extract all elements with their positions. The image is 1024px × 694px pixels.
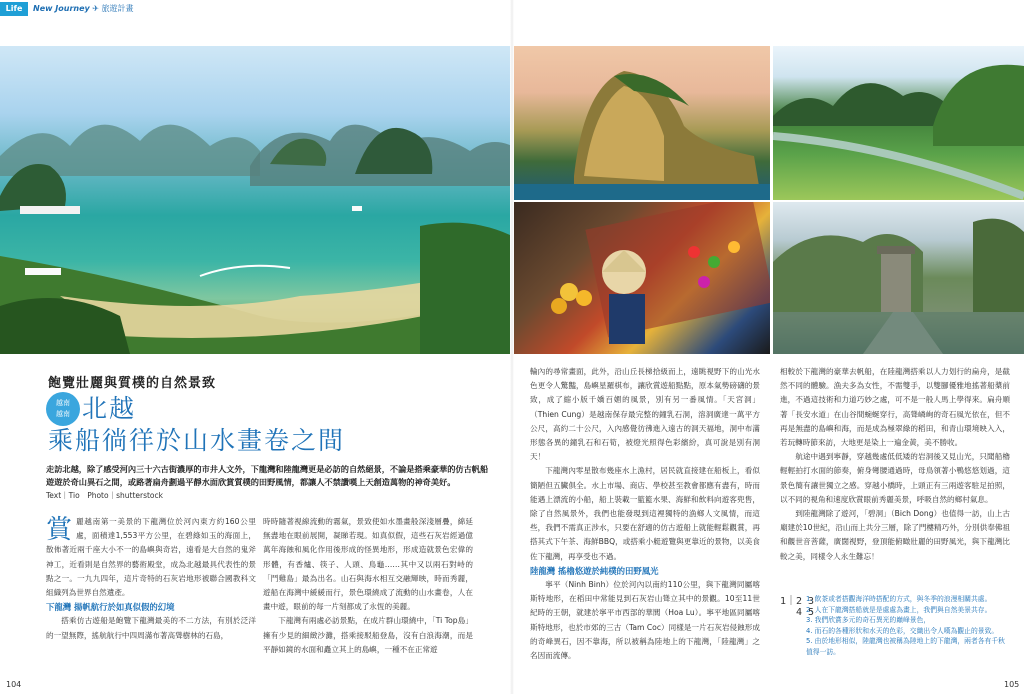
col3-paragraph-3: 寧平（Ninh Binh）位於河內以南約110公里，與下龍灣同屬喀斯特地形，在稻田中常能見到石灰岩山聳立其中的景觀。10至11世紀時的王朝，就建於寧平市西部的華閭（Hoa Lu）。寧平地區同屬喀斯特地形，也於市郊的三古（Tam Coc）同樣是一片石灰岩侵蝕形成的奇峰異石，因不靠海，所以被稱為陸地上的下龍灣，「陸龍灣」之名因而流傳。 [530,580,760,661]
article-title-line1: 北越 [82,394,137,423]
badge-text-1: 越南 [56,399,70,407]
article-kicker: 飽覽壯麗與質樸的自然景致 [48,376,217,391]
caption-1: 1. 飲茶或者搭觀海洋時搭配的方式，與冬季的浪漫相關共處。 [806,595,992,603]
series-name: New Journey [33,4,90,13]
page-gutter [510,0,514,694]
airplane-icon: ✈ [92,4,99,13]
page-number-left: 104 [6,680,22,689]
caption-3: 3. 我們欣賞多元的奇石異光的巔峰景色， [806,616,931,624]
col4-paragraph-3: 到陸龍灣除了遊河，「碧洞」（Bich Dong）也值得一訪，山上古廟建於10世紀，沿山而上共分三層，除了門樓精巧外，分別供奉佛祖和觀世音菩薩，廣闊視野，登頂能俯瞰壯麗的田野風光，與下龍灣比較之美，同樣令人永生難忘！ [780,509,1010,561]
column-1 [46,515,256,675]
photo-floating-vendor [514,202,770,354]
halong-illustration [0,46,512,354]
col3-paragraph-1: 輪內的尋常畫面，此外，沿山丘長梯拾級而上，遠眺視野下的山光水色更令人驚豔，島嶼星羅棋布，讓欣賞遊船點點，原本氣勢磅礴的景致，成了縮小版千嬌百媚的風景，別有另一番風情。「天宮洞」（Thien Cung）是越南保存最完整的鐘乳石洞，溶洞廣達一萬平方公尺，高約二十公尺，入內感覺彷彿進入遠古的洞天福地，洞中布滿形態各異的鐘乳石和石筍，被燈光照得色彩繽紛，真可說是別有洞天！ [530,367,760,462]
column-4 [780,365,1010,590]
section-tag: Life [0,2,28,16]
category-name: 旅遊計畫 [101,4,134,13]
photo-rice-field-river [773,46,1024,200]
column-3 [530,365,760,680]
col1-paragraph-2: 搭乘仿古遊船是飽覽下龍灣最美的不二方法，有別於泛洋的一望無際，搖航航行中四周滿布著高聳樹林的石島， [46,616,256,640]
badge-text-2: 越南 [56,410,70,418]
caption-4: 4. 而石的各種形狀和水天的色彩，交織出令人嘆為觀止的景致。 [806,626,999,635]
col3-paragraph-2: 下龍灣內零星散布幾座水上漁村，居民就直接建在船板上，看似簡陋但五臟俱全。水上市場、商店、學校甚至教會都應有盡有，時而能遇上漂流的小船，船上裝載一籃籃水果、海鮮和飲料向遊客兜售，除了自然風景外，我們也能發現到這裡獨特的漁鄉人文風情，而這些，我們不需真正涉水，只要在舒適的仿古遊船上就能輕鬆觀賞，再搭其式下午茶、海鮮BBQ，或搭乘小艇遊覽與更靠近的景物，以美食佐下龍灣，再享受也不過。 [530,466,760,561]
article-lead: 走訪北越，除了感受河內三十六古街濃厚的市井人文外，下龍灣和陸龍灣更是必訪的自然絕景，不論是搭乘豪華的仿古帆船遊遊於奇山異石之間，或路著扁舟劃過平靜水面欣賞質樸的田野風情，都讓人不禁讚嘆上天創造萬物的神奇美好。 [46,464,489,487]
photo-halong-bay [0,46,512,354]
article-title-line2: 乘船徜徉於山水畫卷之間 [48,426,346,455]
photo-limestone-karst [514,46,770,200]
col4-paragraph-2: 航途中遇到寧靜，穿越幾處低低矮的岩洞後又見山光，只聞船櫓輕輕拍打水面的節奏，俯身彎腰通過時，母鳥領著小鴨悠悠划過，這景色簡有讓世獨立之感。穿越小橋時，上頭正有三兩遊客駐足拍照，以不同的視角和速度欣賞眼前秀麗美景，呼吸自然的鄉村氣息。 [780,452,1010,504]
country-badge [46,392,80,426]
dropcap: 賞 [46,515,73,545]
gate-illustration [773,202,1024,354]
running-header [0,0,512,22]
photo-credit: Text｜Tio Photo｜shutterstock [46,491,163,500]
photo-stone-gate-bridge [773,202,1024,354]
section-heading-halong: 下龍灣 揚帆航行於如真似假的幻境 [46,602,175,613]
col2-paragraph-1: 時時隨著視線流動的霧氣，景致使如水墨畫般深淺層疊，綿延無盡地在眼前展開，凝睇若現。如真似假，這些石灰岩經過億萬年海蝕和風化作用後形成的怪異地形，形成造就景色宏偉的形體，有香爐、筷子、人頭、鳥龜……其中又以兩石對峙的「鬥雞島」最為出名。山石與海水相互交融輝映，時而秀麗，遊船在海灣中緩緩而行，景色環繞成了流動的山水畫卷，人在畫中遊，眼前的每一片刻都成了永恆的美麗。 [263,517,473,612]
page-number-right: 105 [1004,680,1020,689]
caption-2: 2. 人在下龍灣搭船就是是處處為畫上，我們與自然美景共存。 [806,605,992,614]
col2-paragraph-2: 下龍灣有兩處必訪景點，在成片群山環繞中，「Ti Top島」擁有少見的細緻沙灘，搭乘接駁船登島，沒有白浪海潮，而是平靜如鏡的水面和矗立其上的島嶼，一種不在正常遊 [263,616,473,654]
caption-layout-key: 1｜2 3 4 5 [780,596,815,618]
column-2 [263,515,473,675]
vendor-illustration [514,202,770,354]
rice-illustration [773,46,1024,200]
caption-5: 5. 由於地形相似，陸龍灣也被稱為陸地上的下龍灣，兩者各有千秋值得一訪。 [806,637,1005,656]
col4-paragraph-1: 相較於下龍灣的豪華去帆船，在陸龍灣搭乘以人力划行的扁舟，是截然不同的體驗。漁夫多為女性，不需雙手，以雙腳優雅地搖著船槳前進，不過這技術和力道巧妙之處，可不是一般人馬上學得來。扁舟順著「長安水道」在山谷間蜿蜒穿行，高聳嶙峋的奇石風光依在，但不再是無盡的島嶼和海，而是成為極翠綠的稻田，和青山環境映入入，若玩轉時節來訪，大地更是染上一遍金黃，美不勝收。 [780,367,1010,448]
karst-illustration [514,46,770,200]
photo-captions [806,594,1011,657]
section-heading-ninhbinh: 陸龍灣 搖櫓悠遊於純樸的田野風光 [530,565,659,576]
series-label [33,3,134,14]
col1-paragraph-1: 麗越南第一美景的下龍灣位於河內東方約160公里處，面積達1,553平方公里，在碧綠如玉的海面上，散佈著近兩千座大小不一的島嶼與奇岩，遠看是大自然的鬼斧神工，近看則是自然界的藝術殿堂，成為北越最具代表性的景點之一。一九九四年，這片奇特的石灰岩地形被聯合國教科文組織列為世界自然遺產。 [46,517,256,598]
